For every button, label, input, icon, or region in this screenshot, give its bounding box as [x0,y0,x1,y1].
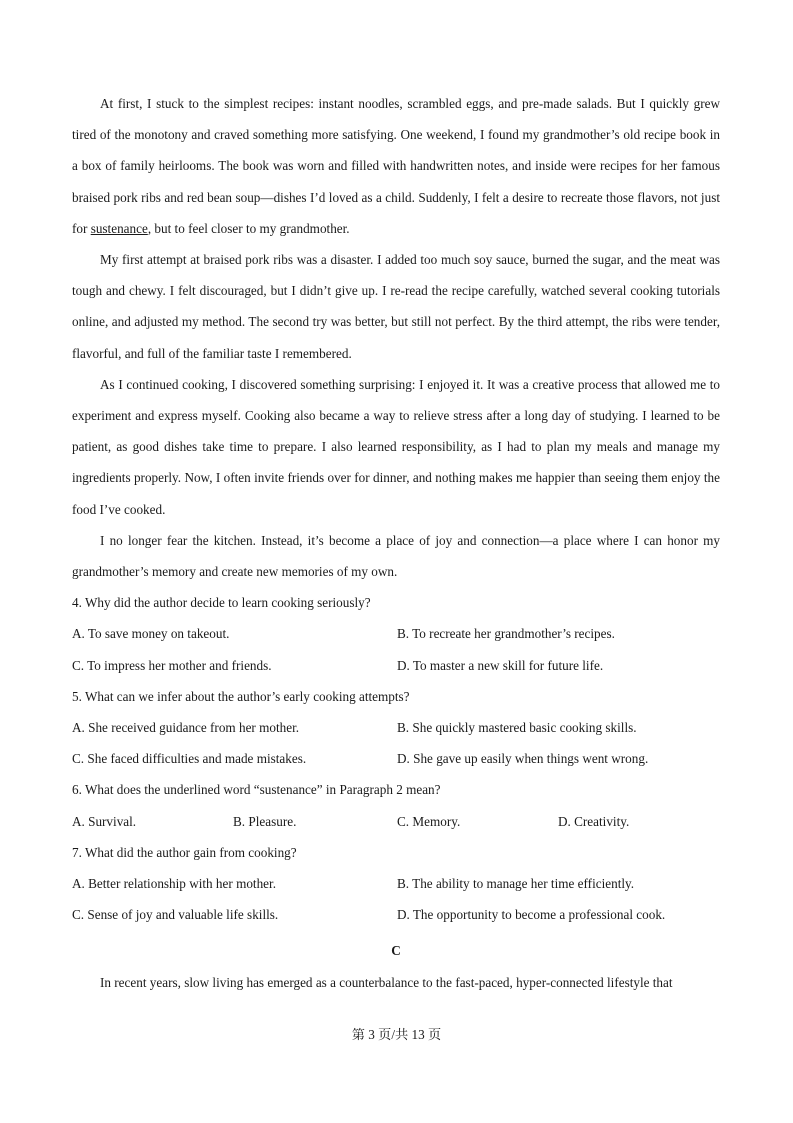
option: B. She quickly mastered basic cooking skills. [397,720,637,736]
paragraph-1-end: , but to feel closer to my grandmother. [147,220,350,236]
question-7-stem: 7. What did the author gain from cooking? [72,844,297,860]
passage-paragraph-2: My first attempt at braised pork ribs was a disaster. I added too much soy sauce, burned the sugar, and the meat was tough and chewy. I felt discouraged, but I didn’t give up. I re-read the recipe carefully, watched several cooking tutorials online, and adjusted my method. The second try was better, but still not perfect. By the third attempt, the ribs were tender, flavorful, and full of the familiar taste I remembered. [72,252,720,361]
option: A. She received guidance from her mother. [72,720,300,736]
passage-paragraph-1 [72,88,720,244]
underlined-word: sustenance [90,220,148,236]
option: C. Memory. [397,813,461,829]
page-number: 第 3 页/共 13 页 [351,1027,442,1042]
question-5-options [72,712,720,774]
option: B. To recreate her grandmother’s recipes. [397,626,615,642]
option: C. To impress her mother and friends. [72,657,272,673]
option: D. Creativity. [558,813,630,829]
option: D. She gave up easily when things went wrong. [397,751,649,767]
question-7-options [72,868,720,930]
question-4-options [72,618,720,680]
question-6-stem: 6. What does the underlined word “sustenance” in Paragraph 2 mean? [72,782,441,798]
option: A. Survival. [72,813,137,829]
option: C. She faced difficulties and made mistakes. [72,751,307,767]
question-4-stem: 4. Why did the author decide to learn cooking seriously? [72,595,371,611]
option: B. The ability to manage her time efficiently. [397,876,635,892]
passage-paragraph-4: I no longer fear the kitchen. Instead, it’s become a place of joy and connection—a place where I can honor my grandmother’s memory and create new memories of my own. [72,532,720,580]
passage-paragraph-3: As I continued cooking, I discovered something surprising: I enjoyed it. It was a creative process that allowed me to experiment and express myself. Cooking also became a way to relieve stress after a long day of studying. I learned to be patient, as good dishes take time to prepare. I also learned responsibility, as I had to plan my meals and manage my ingredients properly. Now, I often invite friends over for dinner, and nothing makes me happier than seeing them enjoy the food I’ve cooked. [72,376,720,517]
option: D. The opportunity to become a professional cook. [397,907,666,923]
option: C. Sense of joy and valuable life skills. [72,907,279,923]
option: A. To save money on takeout. [72,626,230,642]
section-c-intro: In recent years, slow living has emerged as a counterbalance to the fast-paced, hyper-connected lifestyle that [100,974,673,990]
option: A. Better relationship with her mother. [72,876,276,892]
exam-page [72,88,720,998]
section-heading-c: C [391,943,401,959]
option: B. Pleasure. [233,813,297,829]
question-6-options [72,806,720,837]
option: D. To master a new skill for future life. [397,657,604,673]
question-5-stem: 5. What can we infer about the author’s early cooking attempts? [72,688,410,704]
paragraph-1-text: At first, I stuck to the simplest recipes: instant noodles, scrambled eggs, and pre-made salads. But I quickly grew tired of the monotony and craved something more satisfying. One weekend, I found my grandmother’s old recipe book in a box of family heirlooms. The book was worn and filled with handwritten notes, and inside were recipes for her famous braised pork ribs and red bean soup—dishes I’d loved as a child. Suddenly, I felt a desire to recreate those flavors, not just for [72,96,720,236]
